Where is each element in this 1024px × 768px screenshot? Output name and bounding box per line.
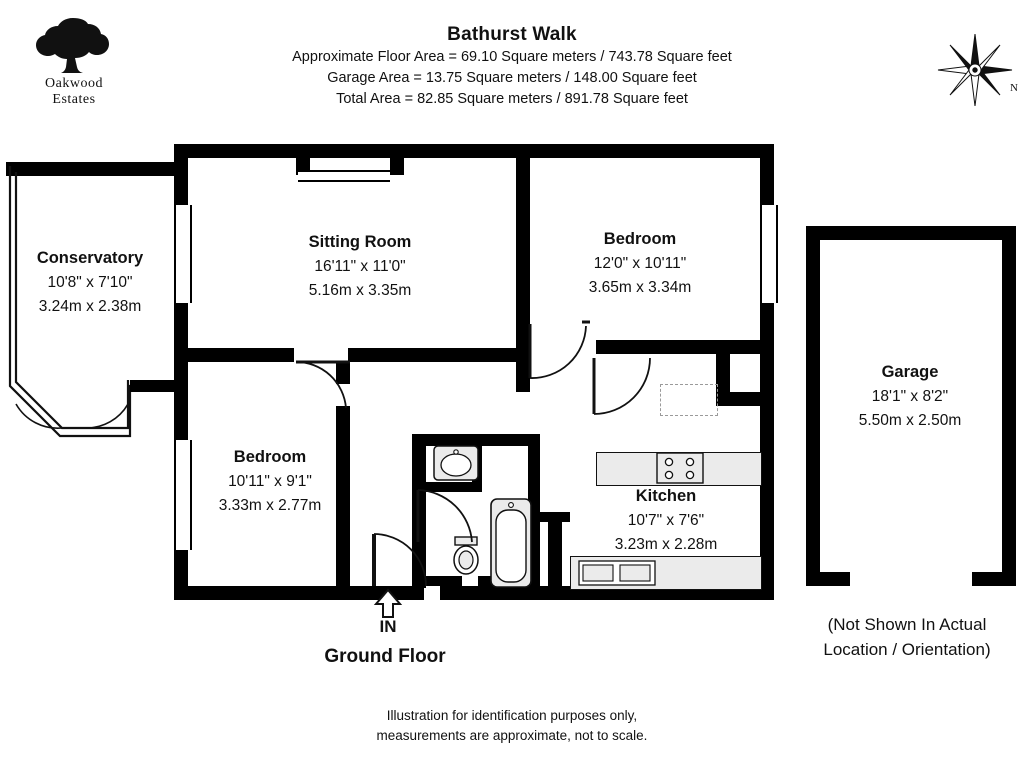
garage-metric: 5.50m x 2.50m <box>858 412 962 429</box>
room-label-conservatory <box>0 246 180 319</box>
garage-note-line2: Location / Orientation) <box>823 640 991 659</box>
kitchen-name: Kitchen <box>635 487 697 505</box>
wall-right-upper <box>760 144 774 212</box>
door-entrance <box>368 528 430 590</box>
garage-area-line: Garage Area = 13.75 Square meters / 148.00 Square feet <box>327 70 697 86</box>
up-arrow-icon <box>372 588 404 618</box>
garage-wall-top <box>806 226 1016 240</box>
garage-note <box>790 612 1024 662</box>
bedroom-1-imperial: 12'0" x 10'11" <box>593 255 687 272</box>
hob-icon <box>656 452 704 484</box>
sitting-room-metric: 5.16m x 3.35m <box>308 282 412 299</box>
conservatory-metric: 3.24m x 2.38m <box>38 298 142 315</box>
compass-rose <box>930 28 1020 112</box>
garage-wall-bottom-left <box>806 572 850 586</box>
room-label-garage <box>800 360 1020 433</box>
bedroom-2-name: Bedroom <box>233 448 307 466</box>
bedroom-2-metric: 3.33m x 2.77m <box>218 497 322 514</box>
conservatory-wall-lower <box>130 380 188 392</box>
cupboard-outline <box>660 384 718 416</box>
disclaimer-line1: Illustration for identification purposes only, <box>386 708 638 723</box>
area-summary <box>0 47 1024 110</box>
disclaimer-line2: measurements are approximate, not to scale. <box>376 728 648 743</box>
basin-icon <box>432 444 480 482</box>
garage-wall-bottom-right <box>972 572 1016 586</box>
window-right-bedroom1 <box>760 205 778 303</box>
wall-bedroom1-bottom <box>596 340 774 354</box>
bedroom-1-metric: 3.65m x 3.34m <box>588 279 692 296</box>
conservatory-name: Conservatory <box>36 249 144 267</box>
room-label-bedroom-2 <box>156 445 384 518</box>
garage-note-line1: (Not Shown In Actual <box>827 615 987 634</box>
garage-imperial: 18'1" x 8'2" <box>871 388 949 405</box>
sink-icon <box>578 560 656 586</box>
window-reveal-right <box>390 153 404 175</box>
floor-area-line: Approximate Floor Area = 69.10 Square meters / 743.78 Square feet <box>292 49 732 65</box>
wall-top <box>174 144 774 158</box>
kitchen-metric: 3.23m x 2.28m <box>614 536 718 553</box>
floor-label: Ground Floor <box>324 646 446 667</box>
page-title: Bathurst Walk <box>447 24 577 45</box>
logo-brand-line1: Oakwood <box>45 76 103 91</box>
conservatory-imperial: 10'8" x 7'10" <box>47 274 133 291</box>
compass-rose-icon <box>930 28 1020 112</box>
compass-north-label: N <box>1010 82 1018 94</box>
logo-brand-line2: Estates <box>52 92 96 107</box>
garage-name: Garage <box>881 363 939 381</box>
window-top-sitting <box>298 170 390 182</box>
bedroom-2-imperial: 10'11" x 9'1" <box>228 473 312 490</box>
door-hall-kitchen <box>588 356 668 422</box>
room-label-sitting-room <box>240 230 480 303</box>
room-label-kitchen <box>552 484 780 557</box>
bedroom-1-name: Bedroom <box>603 230 677 248</box>
bathtub-icon <box>490 498 532 588</box>
door-bedroom2 <box>292 358 356 414</box>
wall-kitchen-top <box>716 392 774 406</box>
wall-sitting-bottom-right <box>348 348 530 362</box>
wall-sitting-bottom-left <box>174 348 294 362</box>
disclaimer <box>0 706 1024 746</box>
total-area-line: Total Area = 82.85 Square meters / 891.78 Square feet <box>336 91 688 107</box>
sitting-room-name: Sitting Room <box>308 233 412 251</box>
entrance-label: IN <box>379 617 397 636</box>
room-label-bedroom-1 <box>524 227 756 300</box>
kitchen-imperial: 10'7" x 7'6" <box>627 512 705 529</box>
sitting-room-imperial: 16'11" x 11'0" <box>314 258 406 275</box>
